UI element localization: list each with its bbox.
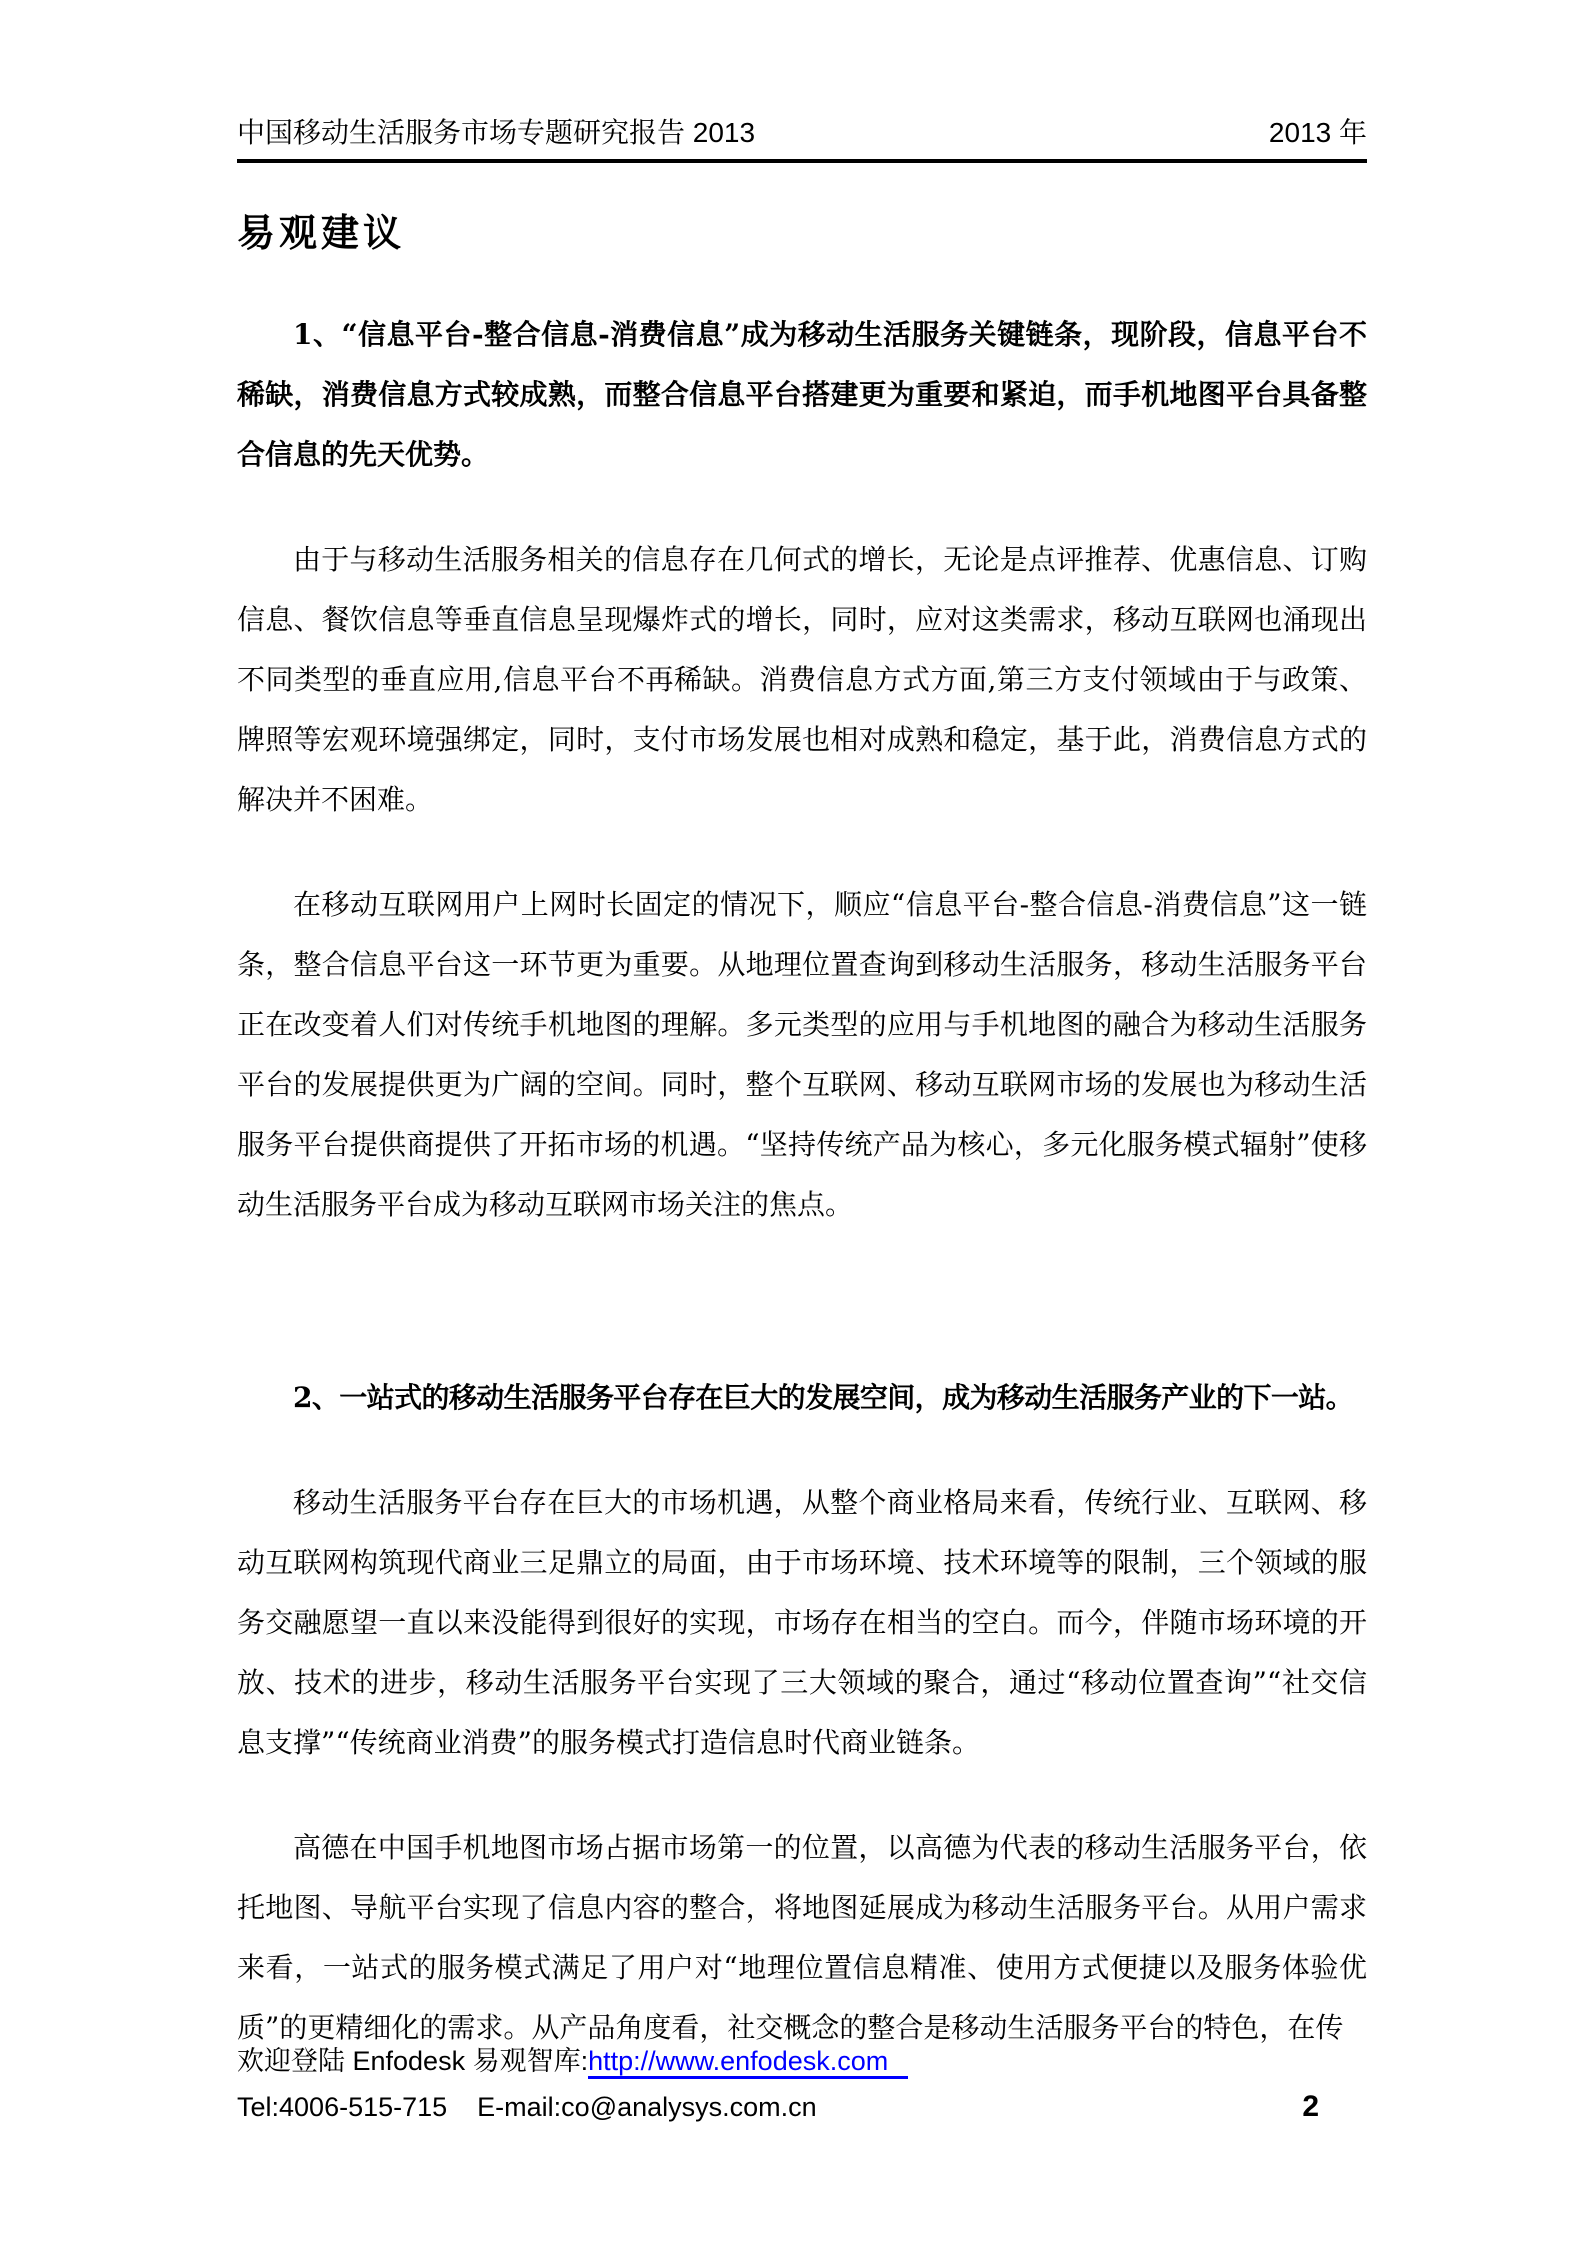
paragraph-point-1: 1、“信息平台-整合信息-消费信息”成为移动生活服务关键链条，现阶段，信息平台不稀缺，消费信息方式较成熟，而整合信息平台搭建更为重要和紧迫，而手机地图平台具备整合信息的先天优势。 bbox=[237, 318, 1367, 471]
document-body bbox=[237, 305, 1367, 2058]
footer-contact-info: Tel:4006-515-715 E-mail:co@analysys.com.cn bbox=[237, 2092, 817, 2122]
paragraph-point-2: 2、一站式的移动生活服务平台存在巨大的发展空间，成为移动生活服务产业的下一站。 bbox=[293, 1381, 1354, 1414]
page-number: 2 bbox=[1302, 2090, 1319, 2123]
paragraph-info-growth: 由于与移动生活服务相关的信息存在几何式的增长，无论是点评推荐、优惠信息、订购信息、餐饮信息等垂直信息呈现爆炸式的增长，同时，应对这类需求，移动互联网也涌现出不同类型的垂直应用,信息平台不再稀缺。消费信息方式方面,第三方支付领域由于与政策、牌照等宏观环境强绑定，同时，支付市场发展也相对成熟和稳定，基于此，消费信息方式的解决并不困难。 bbox=[237, 543, 1367, 816]
paragraph-market: 移动生活服务平台存在巨大的市场机遇，从整个商业格局来看，传统行业、互联网、移动互联网构筑现代商业三足鼎立的局面，由于市场环境、技术环境等的限制，三个领域的服务交融愿望一直以来没能得到很好的实现，市场存在相当的空白。而今，伴随市场环境的开放、技术的进步，移动生活服务平台实现了三大领域的聚合，通过“移动位置查询”“社交信息支撑”“传统商业消费”的服务模式打造信息时代商业链条。 bbox=[237, 1486, 1367, 1759]
footer-welcome-text: 欢迎登陆 Enfodesk 易观智库: bbox=[237, 2046, 589, 2076]
page-footer bbox=[237, 2044, 1367, 2124]
enfodesk-link[interactable]: http://www.enfodesk.com bbox=[588, 2046, 908, 2079]
paragraph-chain: 在移动互联网用户上网时长固定的情况下，顺应“信息平台-整合信息-消费信息”这一链条，整合信息平台这一环节更为重要。从地理位置查询到移动生活服务，移动生活服务平台正在改变着人们对传统手机地图的理解。多元类型的应用与手机地图的融合为移动生活服务平台的发展提供更为广阔的空间。同时，整个互联网、移动互联网市场的发展也为移动生活服务平台提供商提供了开拓市场的机遇。“坚持传统产品为核心，多元化服务模式辐射”使移动生活服务平台成为移动互联网市场关注的焦点。 bbox=[237, 888, 1367, 1221]
page-header bbox=[237, 116, 1367, 163]
header-report-title: 中国移动生活服务市场专题研究报告 2013 bbox=[237, 117, 756, 148]
paragraph-autonavi: 高德在中国手机地图市场占据市场第一的位置，以高德为代表的移动生活服务平台，依托地图、导航平台实现了信息内容的整合，将地图延展成为移动生活服务平台。从用户需求来看，一站式的服务模式满足了用户对“地理位置信息精准、使用方式便捷以及服务体验优质”的更精细化的需求。从产品角度看，社交概念的整合是移动生活服务平台的特色，在传 bbox=[237, 1831, 1367, 2044]
section-title: 易观建议 bbox=[237, 210, 406, 255]
header-divider bbox=[237, 159, 1367, 163]
header-year: 2013 年 bbox=[1268, 117, 1367, 148]
